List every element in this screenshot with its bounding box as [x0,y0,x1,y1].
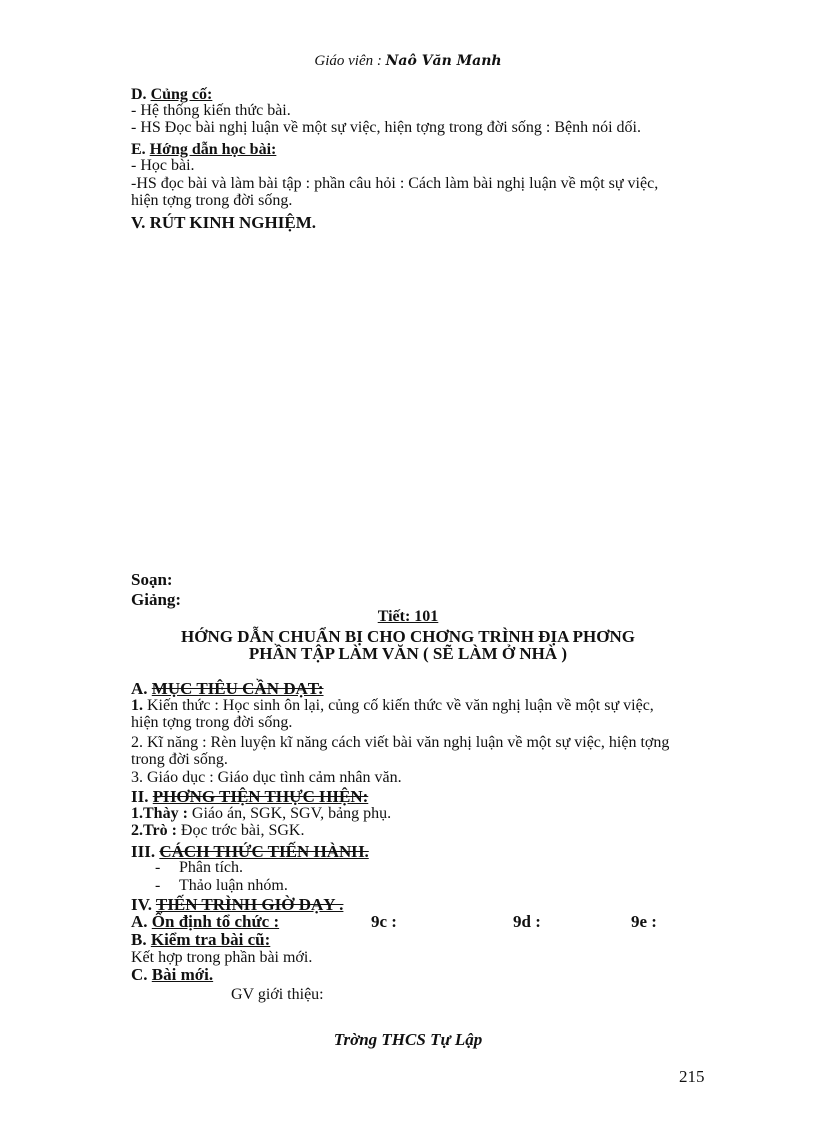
section-a-label: A. [131,679,148,698]
section-v-heading: V. RÚT KINH NGHIỆM. [131,213,316,232]
section-a-item [131,697,654,714]
class-9e: 9e : [631,912,657,931]
section-iv-title: TIẾN TRÌNH GIỜ DẠY . [155,895,344,914]
iv-b-label: B. [131,930,147,949]
section-e-line: - Học bài. [131,157,195,174]
iv-b-text: Kết hợp trong phần bài mới. [131,949,313,966]
lesson-title-line2: PHẦN TẬP LÀM VĂN ( SẼ LÀM Ở NHÀ ) [248,644,568,663]
iv-b-heading [131,931,270,948]
section-a-item-cont: trong đời sống. [131,751,228,768]
section-a-item: 3. Giáo dục : Giáo dục tình cảm nhân văn. [131,769,402,786]
section-d-label: D. [131,86,147,103]
tro-text: Đọc trớc bài, SGK. [176,822,305,839]
section-d-line: - Hệ thống kiến thức bài. [131,102,291,119]
class-9c: 9c : [371,912,397,931]
lesson-title-line1: HỚNG DẪN CHUẨN BỊ CHO CHƠNG TRÌNH ĐỊA PHƠNG [181,627,635,646]
method-item: - Phân tích. [155,859,243,876]
tro-label: 2.Trò : [131,822,177,839]
section-a-item-cont: hiện tợng trong đời sống. [131,714,293,731]
section-iii-title: CÁCH THỨC TIẾN HÀNH. [159,842,369,861]
method-item-text: Thảo luận nhóm. [179,877,288,894]
giang-label: Giảng: [131,590,182,609]
section-e-line: hiện tợng trong đời sống. [131,192,293,209]
page-number: 215 [679,1067,705,1086]
section-e-title: Hớng dẫn học bài: [149,141,277,158]
page-header [0,53,816,70]
section-iii-heading [131,843,369,860]
school-footer: Trờng THCS Tự Lập [333,1030,483,1049]
section-a-heading [131,680,324,697]
iv-a-label: A. [131,912,148,931]
thay-text: Giáo án, SGK, SGV, bảng phụ. [187,805,392,822]
section-d-heading [131,86,212,103]
section-d-line: - HS Đọc bài nghị luận về một sự việc, hiện tợng trong đời sống : Bệnh nói dối. [131,119,641,136]
iv-b-title: Kiểm tra bài cũ: [150,930,271,949]
section-ii-heading [131,788,368,805]
section-iv-heading [131,896,343,913]
iv-c-title: Bài mới. [151,965,214,984]
section-ii-title: PHƠNG TIỆN THỰC HIỆN: [152,787,369,806]
section-a-title: MỤC TIÊU CẦN ĐẠT: [151,679,324,698]
method-item: - Thảo luận nhóm. [155,877,288,894]
section-iii-label: III. [131,842,156,861]
section-iv-label: IV. [131,895,152,914]
header-prefix: Giáo viên : [314,53,386,69]
teacher-name: Naô Văn Manh [385,53,502,69]
section-a-item: 2. Kĩ năng : Rèn luyện kĩ năng cách viết bài văn nghị luận về một sự việc, hiện tợng [131,734,670,751]
iv-c-text: GV giới thiệu: [231,986,324,1003]
section-e-heading [131,141,276,158]
item-text: Kiến thức : Học sinh ôn lại, củng cố kiến thức về văn nghị luận về một sự việc, [143,697,654,714]
soan-label: Soạn: [131,570,173,589]
iv-c-heading [131,966,213,983]
section-e-line: -HS đọc bài và làm bài tập : phần câu hỏi : Cách làm bài nghị luận về một sự việc, [131,175,659,192]
iv-c-label: C. [131,965,148,984]
section-e-label: E. [131,141,146,158]
thay-line [131,805,391,822]
method-item-text: Phân tích. [179,859,243,876]
section-ii-label: II. [131,787,149,806]
iv-a-title: Ổn định tổ chức : [151,912,280,931]
thay-label: 1.Thày : [131,805,188,822]
tro-line [131,822,304,839]
section-d-title: Củng cố: [150,86,213,103]
class-9d: 9d : [513,912,541,931]
item-number: 1. [131,697,143,714]
lesson-number: Tiết: 101 [377,608,439,625]
iv-a-heading [131,913,279,930]
